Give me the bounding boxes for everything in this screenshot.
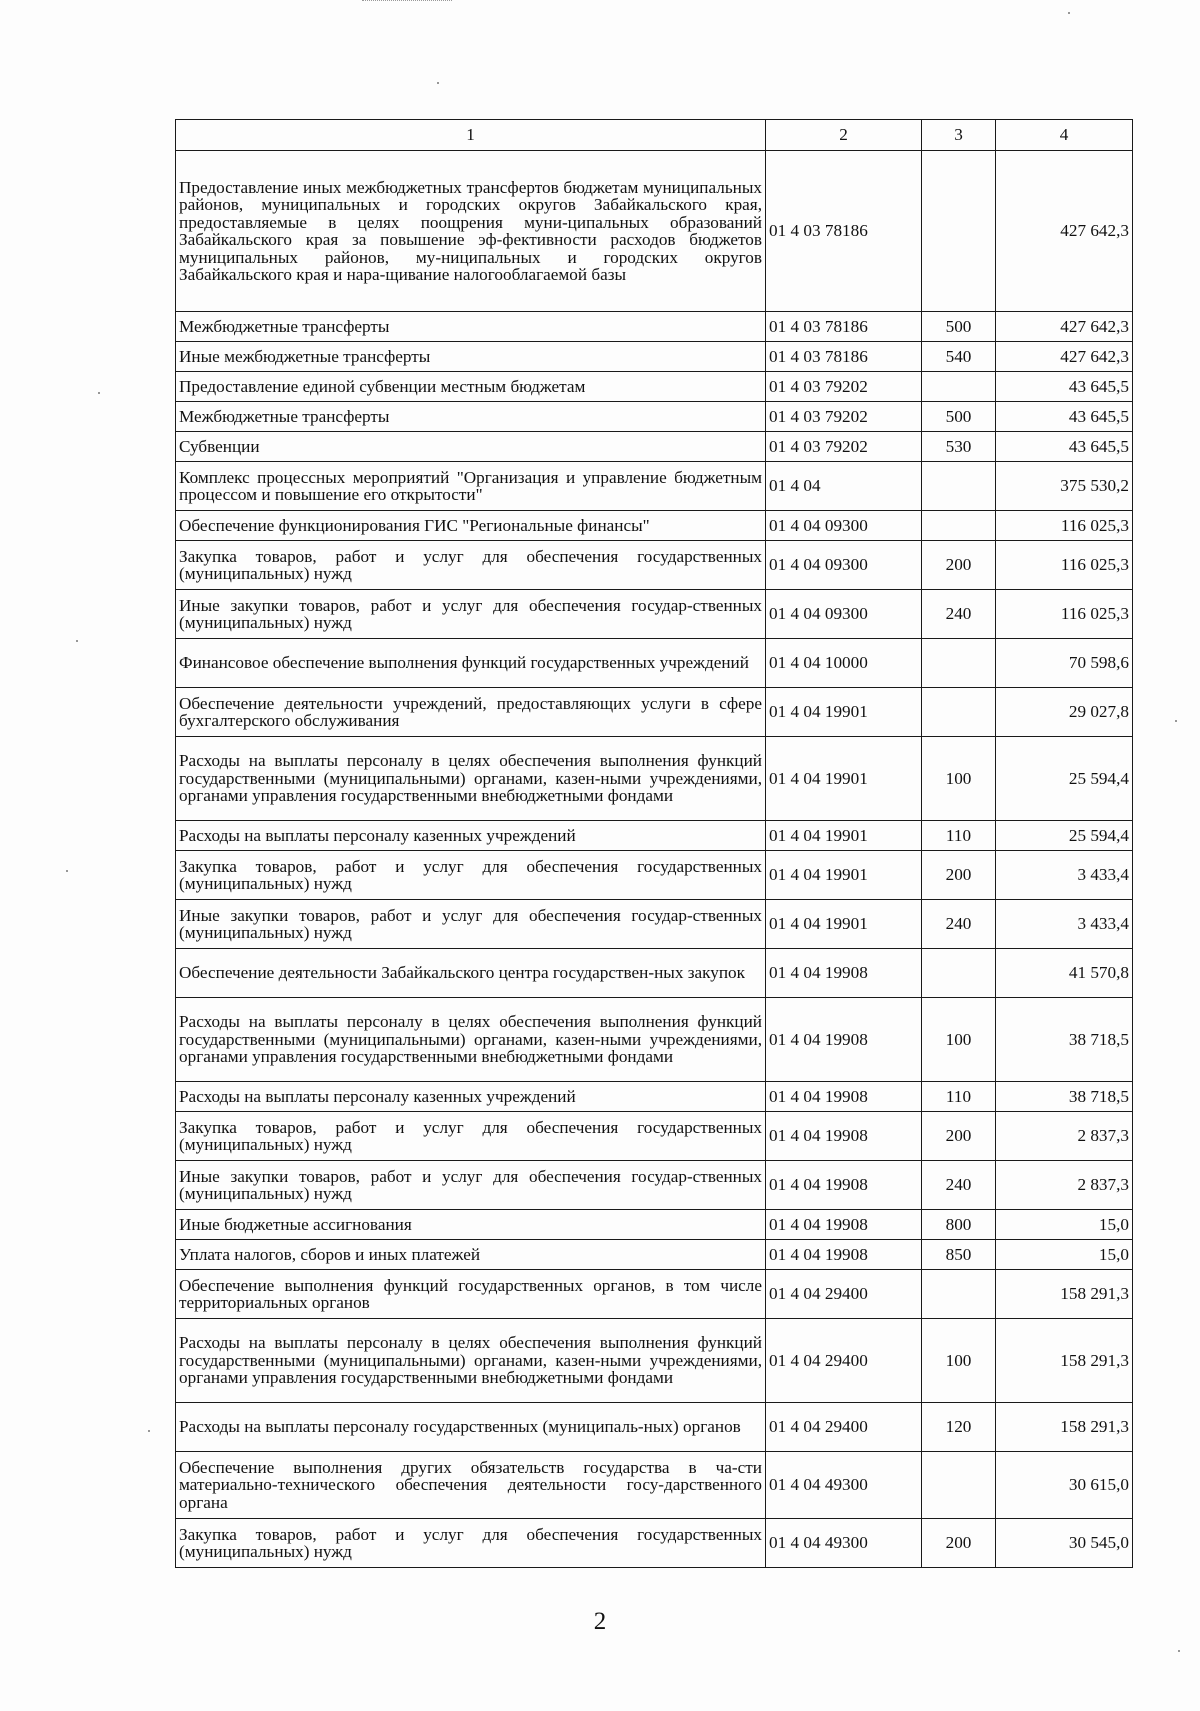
table-row [176, 541, 1133, 590]
row-sum: 116 025,3 [996, 511, 1133, 541]
row-type [922, 639, 996, 688]
table-row [176, 1403, 1133, 1452]
scan-artifact-line [362, 0, 452, 1]
row-code: 01 4 04 19901 [766, 900, 922, 949]
table-row [176, 821, 1133, 851]
row-sum: 158 291,3 [996, 1403, 1133, 1452]
row-sum: 43 645,5 [996, 432, 1133, 462]
row-name: Расходы на выплаты персоналу казенных учреждений [176, 1082, 766, 1112]
row-name: Комплекс процессных мероприятий "Организация и управление бюджетным процессом и повышение его открытости" [176, 462, 766, 511]
scan-speck [1068, 12, 1070, 14]
row-type [922, 688, 996, 737]
row-type [922, 511, 996, 541]
scan-speck [98, 392, 100, 394]
row-name: Иные бюджетные ассигнования [176, 1210, 766, 1240]
row-name: Межбюджетные трансферты [176, 312, 766, 342]
row-name: Уплата налогов, сборов и иных платежей [176, 1240, 766, 1270]
row-sum: 43 645,5 [996, 372, 1133, 402]
row-sum: 427 642,3 [996, 151, 1133, 312]
table-row [176, 1452, 1133, 1519]
table-row [176, 462, 1133, 511]
row-type: 240 [922, 900, 996, 949]
scan-speck [1178, 1650, 1180, 1652]
row-type [922, 372, 996, 402]
scan-speck [66, 870, 68, 872]
row-name: Предоставление единой субвенции местным бюджетам [176, 372, 766, 402]
row-sum: 41 570,8 [996, 949, 1133, 998]
row-type: 120 [922, 1403, 996, 1452]
row-name: Межбюджетные трансферты [176, 402, 766, 432]
row-sum: 38 718,5 [996, 1082, 1133, 1112]
row-code: 01 4 03 79202 [766, 372, 922, 402]
row-sum: 158 291,3 [996, 1319, 1133, 1403]
row-sum: 427 642,3 [996, 312, 1133, 342]
row-type [922, 151, 996, 312]
row-type: 240 [922, 1161, 996, 1210]
row-code: 01 4 03 78186 [766, 342, 922, 372]
header-col-3: 3 [922, 120, 996, 151]
row-code: 01 4 04 19908 [766, 1240, 922, 1270]
row-code: 01 4 03 78186 [766, 151, 922, 312]
row-type: 500 [922, 312, 996, 342]
table-row [176, 1210, 1133, 1240]
table-row [176, 1161, 1133, 1210]
row-code: 01 4 04 19908 [766, 949, 922, 998]
row-name: Обеспечение функционирования ГИС "Региональные финансы" [176, 511, 766, 541]
row-name: Расходы на выплаты персоналу в целях обеспечения выполнения функций государственными (муниципальными) органами, казен-ными учреждениями, органами управления государственными внебюджетными фондами [176, 1319, 766, 1403]
row-name: Расходы на выплаты персоналу в целях обеспечения выполнения функций государственными (муниципальными) органами, казен-ными учреждениями, органами управления государственными внебюджетными фондами [176, 737, 766, 821]
row-code: 01 4 04 [766, 462, 922, 511]
row-type [922, 949, 996, 998]
row-sum: 427 642,3 [996, 342, 1133, 372]
row-type: 200 [922, 541, 996, 590]
budget-table [175, 119, 1133, 1568]
header-col-2: 2 [766, 120, 922, 151]
table-row [176, 1112, 1133, 1161]
row-name: Иные межбюджетные трансферты [176, 342, 766, 372]
table-row [176, 402, 1133, 432]
row-code: 01 4 04 19901 [766, 821, 922, 851]
row-code: 01 4 04 29400 [766, 1319, 922, 1403]
row-sum: 70 598,6 [996, 639, 1133, 688]
row-sum: 2 837,3 [996, 1161, 1133, 1210]
table-row [176, 900, 1133, 949]
row-code: 01 4 04 49300 [766, 1519, 922, 1568]
row-code: 01 4 04 49300 [766, 1452, 922, 1519]
row-name: Иные закупки товаров, работ и услуг для обеспечения государ-ственных (муниципальных) нужд [176, 1161, 766, 1210]
row-type: 500 [922, 402, 996, 432]
table-row [176, 1319, 1133, 1403]
row-code: 01 4 04 29400 [766, 1270, 922, 1319]
row-name: Субвенции [176, 432, 766, 462]
row-sum: 38 718,5 [996, 998, 1133, 1082]
row-name: Финансовое обеспечение выполнения функций государственных учреждений [176, 639, 766, 688]
table-row [176, 590, 1133, 639]
table-row [176, 342, 1133, 372]
row-type: 540 [922, 342, 996, 372]
row-type [922, 1452, 996, 1519]
row-name: Закупка товаров, работ и услуг для обеспечения государственных (муниципальных) нужд [176, 1519, 766, 1568]
row-code: 01 4 04 19901 [766, 737, 922, 821]
table-row [176, 737, 1133, 821]
table-row [176, 432, 1133, 462]
row-code: 01 4 04 19908 [766, 1082, 922, 1112]
header-col-1: 1 [176, 120, 766, 151]
header-col-4: 4 [996, 120, 1133, 151]
row-type [922, 462, 996, 511]
row-sum: 2 837,3 [996, 1112, 1133, 1161]
row-sum: 25 594,4 [996, 737, 1133, 821]
table-row [176, 312, 1133, 342]
row-name: Закупка товаров, работ и услуг для обеспечения государственных (муниципальных) нужд [176, 851, 766, 900]
row-type: 110 [922, 1082, 996, 1112]
row-name: Обеспечение выполнения функций государственных органов, в том числе территориальных органов [176, 1270, 766, 1319]
row-code: 01 4 04 09300 [766, 511, 922, 541]
row-type: 530 [922, 432, 996, 462]
row-code: 01 4 03 79202 [766, 432, 922, 462]
row-sum: 30 545,0 [996, 1519, 1133, 1568]
row-name: Закупка товаров, работ и услуг для обеспечения государственных (муниципальных) нужд [176, 1112, 766, 1161]
row-sum: 30 615,0 [996, 1452, 1133, 1519]
row-sum: 25 594,4 [996, 821, 1133, 851]
row-sum: 29 027,8 [996, 688, 1133, 737]
row-type [922, 1270, 996, 1319]
row-name: Предоставление иных межбюджетных трансфертов бюджетам муниципальных районов, муниципальных и городских округов Забайкальского края, предоставляемые в целях поощрения муни-ципальных образований Забайкальского края за повышение эф-фективности расходов бюджетов муниципальных районов, му-ниципальных и городских округов Забайкальского края и нара-щивание налогооблагаемой базы [176, 151, 766, 312]
row-type: 100 [922, 737, 996, 821]
table-row [176, 851, 1133, 900]
page-number: 2 [593, 1608, 607, 1635]
row-name: Обеспечение деятельности Забайкальского центра государствен-ных закупок [176, 949, 766, 998]
scan-speck [1175, 720, 1177, 722]
row-sum: 3 433,4 [996, 900, 1133, 949]
row-code: 01 4 04 19901 [766, 851, 922, 900]
row-code: 01 4 04 09300 [766, 590, 922, 639]
row-sum: 375 530,2 [996, 462, 1133, 511]
row-sum: 43 645,5 [996, 402, 1133, 432]
row-sum: 116 025,3 [996, 590, 1133, 639]
row-name: Обеспечение выполнения других обязательств государства в ча-сти материально-технического обеспечения деятельности госу-дарственного органа [176, 1452, 766, 1519]
scan-speck [76, 640, 78, 642]
row-sum: 15,0 [996, 1210, 1133, 1240]
row-sum: 3 433,4 [996, 851, 1133, 900]
row-type: 100 [922, 1319, 996, 1403]
row-name: Иные закупки товаров, работ и услуг для обеспечения государ-ственных (муниципальных) нужд [176, 590, 766, 639]
row-name: Обеспечение деятельности учреждений, предоставляющих услуги в сфере бухгалтерского обслуживания [176, 688, 766, 737]
scan-speck [437, 82, 439, 84]
table-row [176, 1240, 1133, 1270]
row-code: 01 4 04 19908 [766, 1210, 922, 1240]
row-code: 01 4 04 19901 [766, 688, 922, 737]
row-type: 850 [922, 1240, 996, 1270]
row-sum: 15,0 [996, 1240, 1133, 1270]
table-header-row [176, 120, 1133, 151]
row-type: 240 [922, 590, 996, 639]
row-code: 01 4 04 09300 [766, 541, 922, 590]
row-name: Закупка товаров, работ и услуг для обеспечения государственных (муниципальных) нужд [176, 541, 766, 590]
row-code: 01 4 04 19908 [766, 1112, 922, 1161]
table-row [176, 639, 1133, 688]
table-row [176, 1270, 1133, 1319]
row-code: 01 4 04 19908 [766, 1161, 922, 1210]
row-code: 01 4 03 79202 [766, 402, 922, 432]
row-name: Иные закупки товаров, работ и услуг для обеспечения государ-ственных (муниципальных) нужд [176, 900, 766, 949]
row-name: Расходы на выплаты персоналу в целях обеспечения выполнения функций государственными (муниципальными) органами, казен-ными учреждениями, органами управления государственными внебюджетными фондами [176, 998, 766, 1082]
table-row [176, 1082, 1133, 1112]
row-type: 200 [922, 1519, 996, 1568]
row-type: 200 [922, 851, 996, 900]
row-code: 01 4 03 78186 [766, 312, 922, 342]
row-type: 110 [922, 821, 996, 851]
row-code: 01 4 04 29400 [766, 1403, 922, 1452]
table-row [176, 1519, 1133, 1568]
scan-speck [148, 1430, 150, 1432]
table-row [176, 372, 1133, 402]
row-name: Расходы на выплаты персоналу казенных учреждений [176, 821, 766, 851]
row-type: 200 [922, 1112, 996, 1161]
row-code: 01 4 04 19908 [766, 998, 922, 1082]
table-row [176, 949, 1133, 998]
table-row [176, 998, 1133, 1082]
table-row [176, 511, 1133, 541]
row-sum: 116 025,3 [996, 541, 1133, 590]
table-row [176, 688, 1133, 737]
table-row [176, 151, 1133, 312]
row-code: 01 4 04 10000 [766, 639, 922, 688]
row-type: 100 [922, 998, 996, 1082]
row-type: 800 [922, 1210, 996, 1240]
row-sum: 158 291,3 [996, 1270, 1133, 1319]
row-name: Расходы на выплаты персоналу государственных (муниципаль-ных) органов [176, 1403, 766, 1452]
